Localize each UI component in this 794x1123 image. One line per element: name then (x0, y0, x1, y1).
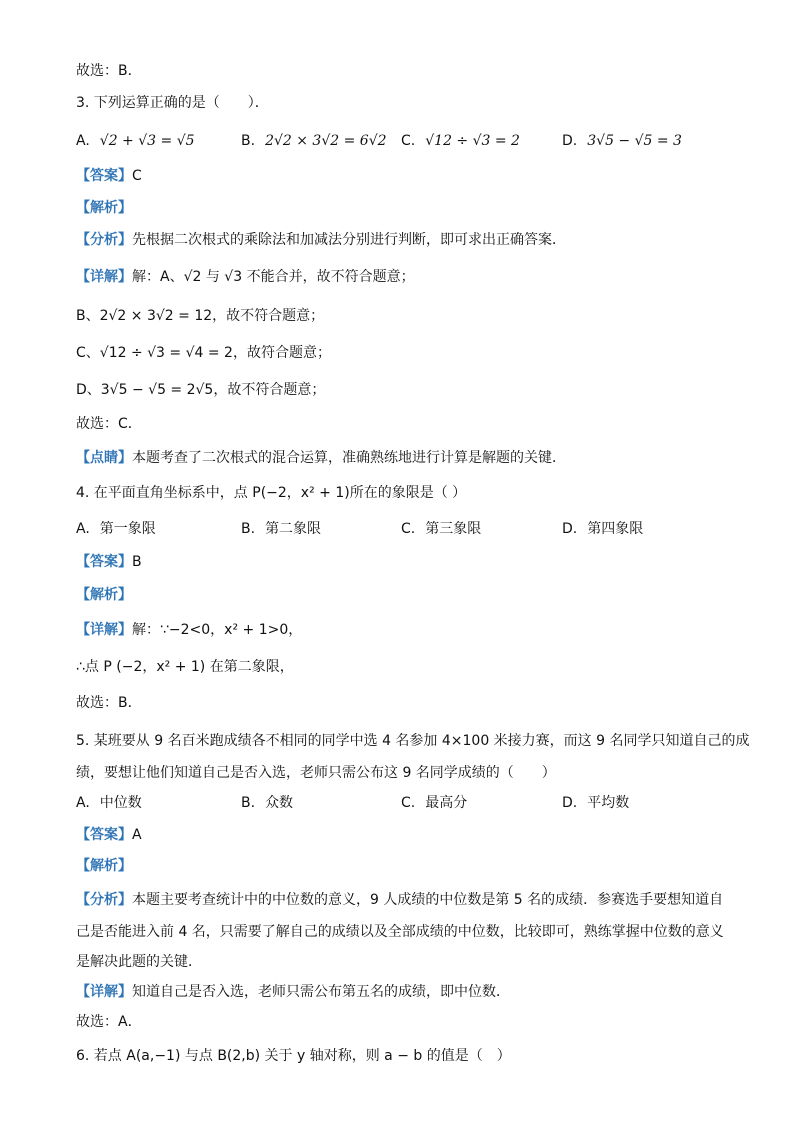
options-row (76, 792, 736, 814)
options-row (76, 130, 736, 152)
section-tag: 【详解】 (76, 622, 132, 638)
option-a (76, 518, 156, 540)
section-tag: 【分析】 (76, 892, 132, 908)
section-line (76, 855, 734, 877)
line-text: C (132, 168, 142, 184)
option-content: √12 ÷ √3 = 2 (425, 133, 520, 149)
section-tag: 【详解】 (76, 269, 132, 285)
section-line (76, 619, 734, 641)
text-line (76, 730, 750, 752)
line-text: 知道自己是否入选，老师只需公布第五名的成绩，即中位数． (132, 984, 510, 1000)
section-tag: 【解析】 (76, 858, 132, 874)
section-tag: 【点睛】 (76, 450, 132, 466)
line-text: B (132, 554, 142, 570)
option-letter: C. (401, 521, 416, 537)
options-row (76, 518, 736, 540)
text-line (76, 342, 734, 364)
option-content: 第三象限 (425, 521, 482, 537)
line-text: 6. 若点 A(a,−1) 与点 B(2,b) 关于 y 轴对称，则 a − b 的值是（ ） (76, 1048, 511, 1064)
option-a (76, 792, 142, 814)
line-text: 己是否能进入前 4 名，只需要了解自己的成绩以及全部成绩的中位数，比较即可，熟练掌握中位数的意义 (76, 924, 724, 940)
option-c (401, 518, 481, 540)
line-text: 故选：A． (76, 1014, 142, 1030)
text-line (76, 92, 734, 114)
text-line (76, 692, 734, 714)
text-line (76, 1045, 734, 1067)
line-text: ∴点 P (−2，x² + 1) 在第二象限， (76, 659, 294, 675)
text-line (76, 762, 734, 784)
line-text: 5. 某班要从 9 名百米跑成绩各不相同的同学中选 4 名参加 4×100 米接力赛，而这 9 名同学只知道自己的成 (76, 733, 750, 749)
line-text: 解：∵−2<0，x² + 1>0， (132, 622, 303, 638)
section-tag: 【详解】 (76, 984, 132, 1000)
line-text: C、√12 ÷ √3 = √4 = 2，故符合题意； (76, 345, 331, 361)
section-line (76, 584, 734, 606)
option-c (401, 792, 467, 814)
section-tag: 【答案】 (76, 827, 132, 843)
option-letter: D. (562, 133, 578, 149)
option-letter: C. (401, 795, 416, 811)
section-line (76, 551, 734, 573)
option-content: √2 + √3 = √5 (99, 133, 195, 149)
section-line (76, 889, 734, 911)
option-letter: A. (76, 521, 90, 537)
text-line (76, 60, 734, 82)
option-content: 第一象限 (99, 521, 156, 537)
option-c (401, 130, 520, 152)
option-letter: B. (241, 133, 256, 149)
line-text: 解：A、√2 与 √3 不能合并，故不符合题意； (132, 269, 415, 285)
option-letter: B. (241, 521, 256, 537)
section-tag: 【答案】 (76, 168, 132, 184)
option-content: 中位数 (99, 795, 142, 811)
text-line (76, 656, 734, 678)
option-letter: A. (76, 795, 90, 811)
option-content: 最高分 (425, 795, 468, 811)
option-d (562, 518, 643, 540)
line-text: 先根据二次根式的乘除法和加减法分别进行判断，即可求出正确答案． (132, 232, 566, 248)
option-content: 众数 (265, 795, 294, 811)
text-line (76, 305, 734, 327)
option-b (241, 518, 321, 540)
option-letter: C. (401, 133, 416, 149)
section-line (76, 266, 734, 288)
option-content: 第四象限 (587, 521, 644, 537)
option-letter: D. (562, 521, 578, 537)
line-text: 绩，要想让他们知道自己是否入选，老师只需公布这 9 名同学成绩的（ ） (76, 765, 556, 781)
section-line (76, 229, 734, 251)
section-tag: 【答案】 (76, 554, 132, 570)
section-tag: 【分析】 (76, 232, 132, 248)
option-b (241, 130, 387, 152)
line-text: 4. 在平面直角坐标系中，点 P(−2，x² + 1)所在的象限是（ ） (76, 485, 467, 501)
option-content: 第二象限 (265, 521, 322, 537)
section-line (76, 447, 734, 469)
option-d (562, 130, 682, 152)
section-line (76, 824, 734, 846)
section-line (76, 981, 734, 1003)
option-d (562, 792, 629, 814)
line-text: 是解决此题的关键． (76, 954, 202, 970)
option-letter: A. (76, 133, 90, 149)
option-letter: D. (562, 795, 578, 811)
option-a (76, 130, 195, 152)
line-text: 故选：B． (76, 695, 142, 711)
text-line (76, 1011, 734, 1033)
line-text: A (132, 827, 142, 843)
section-tag: 【解析】 (76, 587, 132, 603)
section-tag: 【解析】 (76, 200, 132, 216)
option-b (241, 792, 293, 814)
text-line (76, 413, 734, 435)
option-content: 平均数 (587, 795, 630, 811)
text-line (76, 379, 734, 401)
line-text: B、2√2 × 3√2 = 12，故不符合题意； (76, 308, 325, 324)
line-text: 故选：B． (76, 63, 142, 79)
option-letter: B. (241, 795, 256, 811)
line-text: 本题考查了二次根式的混合运算，准确熟练地进行计算是解题的关键． (132, 450, 566, 466)
text-line (76, 951, 734, 973)
line-text: 本题主要考查统计中的中位数的意义，9 人成绩的中位数是第 5 名的成绩．参赛选手要想知道自 (132, 892, 724, 908)
line-text: 3. 下列运算正确的是（ ）． (76, 95, 269, 111)
line-text: D、3√5 − √5 = 2√5，故不符合题意； (76, 382, 326, 398)
text-line (76, 921, 734, 943)
section-line (76, 197, 734, 219)
text-line (76, 482, 734, 504)
section-line (76, 165, 734, 187)
line-text: 故选：C． (76, 416, 142, 432)
option-content: 3√5 − √5 = 3 (587, 133, 682, 149)
option-content: 2√2 × 3√2 = 6√2 (265, 133, 387, 149)
